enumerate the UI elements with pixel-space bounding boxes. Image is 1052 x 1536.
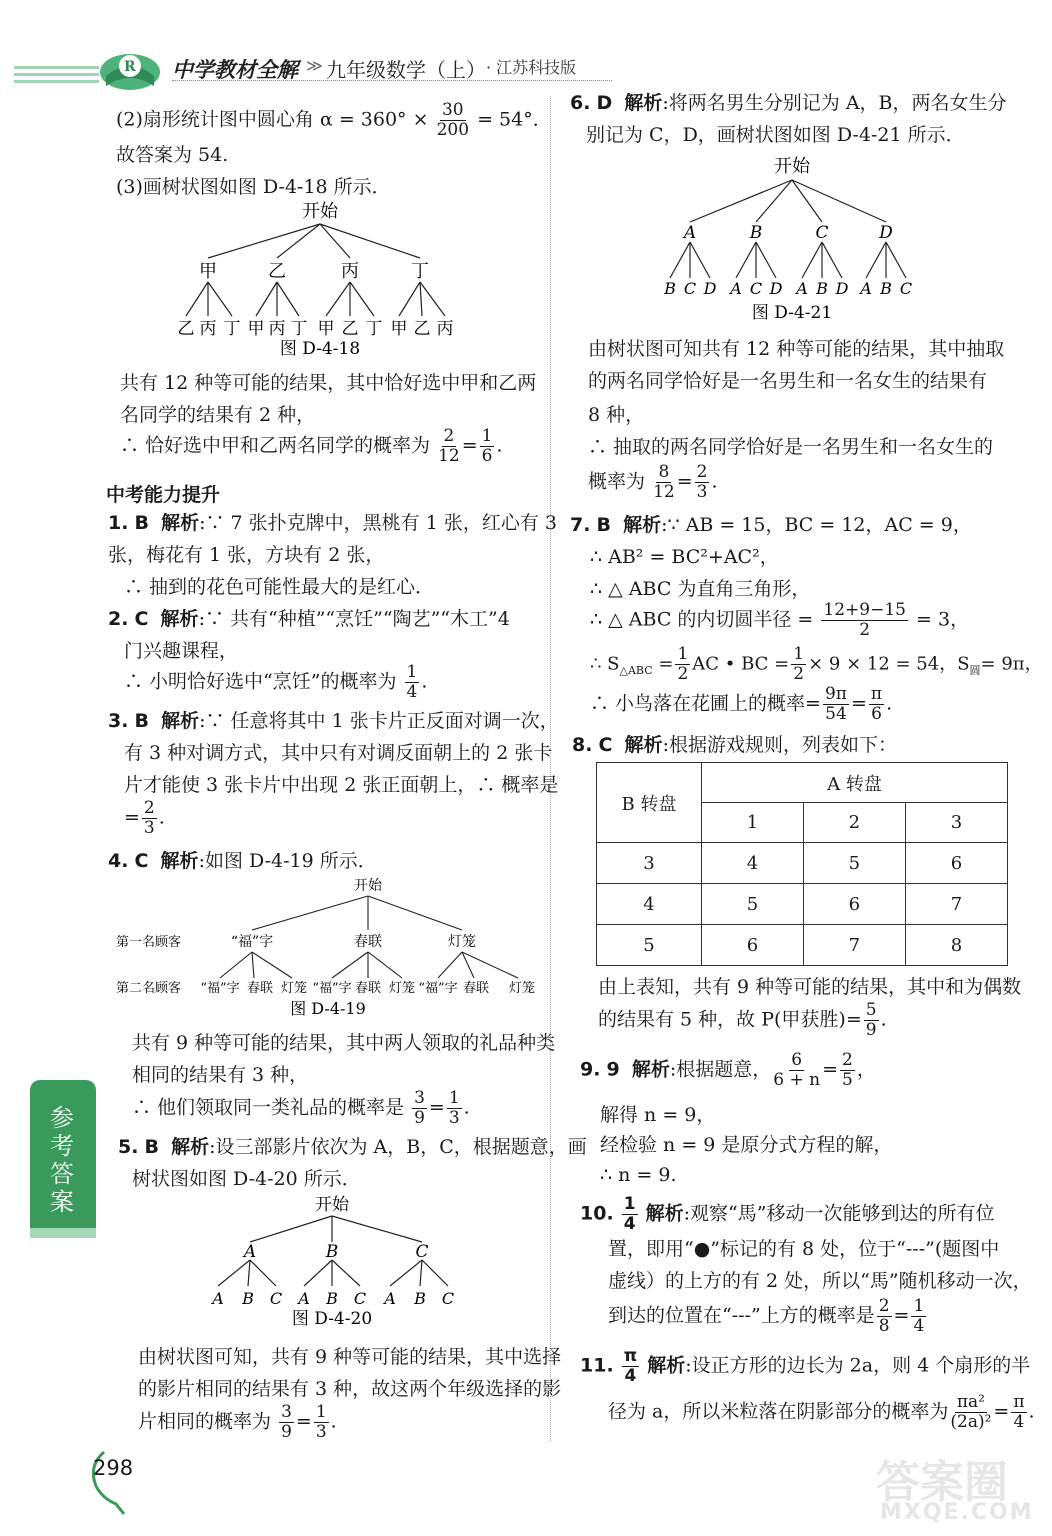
- problem-9-line4: ∴ n = 9.: [600, 1164, 677, 1186]
- problem-6-fraction-1: $\frac{8}{12}$: [653, 462, 675, 502]
- tree19-node-1: “福”字: [230, 934, 274, 950]
- side-tab: [30, 1080, 96, 1230]
- table-b-value: 4: [597, 884, 702, 925]
- tree20-leaf: C: [353, 1289, 367, 1308]
- problem-1-line1: 1. B 解析:∵ 7 张扑克牌中，黑桃有 1 张，红心有 3: [108, 512, 557, 534]
- problem-5-line3: 由树状图可知，共有 9 种等可能的结果，其中选择: [138, 1346, 562, 1368]
- tree21-leaf: A: [796, 279, 808, 298]
- q3-text2: 名同学的结果有 2 种，: [120, 404, 316, 426]
- problem-6-line5: 8 种，: [588, 404, 645, 426]
- tree20-root: 开始: [315, 1195, 349, 1215]
- problem-9-line3: 经检验 n = 9 是原分式方程的解，: [600, 1134, 893, 1156]
- tree21-node-B: B: [749, 223, 763, 243]
- header-subtitle: 九年级数学（上）: [326, 58, 486, 82]
- problem-6-line1: 6. D 解析:将两名男生分别记为 A，B，两名女生分: [570, 92, 1007, 114]
- q2-fraction: $\frac{30}{200}$: [436, 100, 470, 140]
- problem-7-fraction-2: $\frac{\pi}{6}$: [870, 684, 883, 724]
- table-cell: 5: [803, 843, 905, 884]
- tree21-node-A: A: [683, 223, 697, 243]
- tree19-leaf: 灯笼: [388, 981, 416, 996]
- q2-suffix: = 54°．: [477, 108, 552, 131]
- tree19-leaf: “福”字: [200, 981, 240, 996]
- tree19-leaf: 春联: [354, 981, 382, 996]
- tree21-leaf: A: [730, 279, 742, 298]
- tree19-leaf: 灯笼: [508, 981, 536, 996]
- header-stripes: [14, 60, 104, 90]
- tree19-node-2: 春联: [354, 934, 382, 950]
- watermark-url: MXQE.COM: [880, 1500, 1034, 1525]
- tree21-node-D: D: [879, 223, 893, 243]
- tree21-leaf: B: [664, 279, 676, 298]
- table-a-value: 1: [702, 803, 804, 843]
- tree18-node-4: 丁: [411, 261, 429, 282]
- tree18-leaf: 乙: [413, 319, 431, 339]
- tree18-leaf: 乙: [177, 319, 195, 339]
- tree18-leaf: 甲: [390, 319, 408, 339]
- problem-9-fraction-1: $\frac{6}{6 + n}$: [773, 1050, 821, 1090]
- tree18-node-2: 乙: [268, 261, 286, 282]
- tree18-leaf: 丙: [436, 319, 454, 339]
- tree19-row1-label: 第一名顾客: [116, 935, 182, 950]
- tree21-node-C: C: [815, 223, 829, 243]
- problem-8-line3: 的结果有 5 种，故 P(甲获胜)= $\frac{5}{9}$ .: [598, 1000, 887, 1040]
- table-row: [597, 843, 1008, 884]
- problem-3-fraction: $\frac{2}{3}$: [143, 798, 155, 838]
- q3-text1: 共有 12 种等可能的结果，其中恰好选中甲和乙两: [120, 372, 537, 394]
- problem-3-line3: 片才能使 3 张卡片中出现 2 张正面朝上，∴ 概率是: [124, 774, 559, 796]
- table-cell: 8: [905, 925, 1007, 966]
- problem-10-fraction-2: $\frac{1}{4}$: [913, 1296, 925, 1336]
- tree21-caption: 图 D-4-21: [751, 303, 833, 323]
- tree18-leaf: 丁: [223, 319, 241, 339]
- table-row: [597, 925, 1008, 966]
- table-b-value: 5: [597, 925, 702, 966]
- tree21-leaf: D: [769, 279, 783, 298]
- problem-7-half-2: $\frac{1}{2}$: [793, 644, 805, 684]
- tree21-leaf: B: [816, 279, 828, 298]
- problem-11-line1: 11. $\frac{\pi}{4}$ 解析:设正方形的边长为 2a，则 4 个扇形的半: [580, 1346, 1031, 1386]
- problem-10-fraction-1: $\frac{2}{8}$: [878, 1296, 890, 1336]
- tree20-leaf: A: [298, 1289, 310, 1308]
- problem-10-line2: 置，即用“●”标记的有 8 处，位于“---”(题图中: [608, 1238, 1000, 1260]
- problem-7-line3: ∴ △ ABC 为直角三角形，: [590, 578, 811, 600]
- problem-5-fraction-1: $\frac{3}{9}$: [281, 1402, 292, 1442]
- problem-8-fraction: $\frac{5}{9}$: [865, 1000, 877, 1040]
- problem-2-line3: ∴ 小明恰好选中“烹饪”的概率为 $\frac{1}{4}$ .: [124, 662, 428, 702]
- table-a-value: 2: [803, 803, 905, 843]
- problem-7-half-1: $\frac{1}{2}$: [677, 644, 689, 684]
- problem-3-line1: 3. B 解析:∵ 任意将其中 1 张卡片正反面对调一次，: [108, 710, 559, 732]
- tree21-leaf: C: [899, 279, 913, 298]
- tree18-leaf: 丁: [290, 319, 308, 339]
- q3-fraction-2: $\frac{1}{6}$: [481, 426, 493, 466]
- tree20-caption: 图 D-4-20: [291, 1309, 373, 1329]
- problem-11-fraction-1: $\frac{\text{πa²}}{\text{(2a)²}}$: [950, 1392, 992, 1432]
- problem-1-line3: ∴ 抽到的花色可能性最大的是红心．: [124, 576, 435, 598]
- tree18-leaf: 甲: [317, 319, 335, 339]
- tree-diagram-d4-20: [200, 1192, 470, 1332]
- tree19-leaf: “福”字: [418, 981, 458, 996]
- tree19-node-3: 灯笼: [448, 934, 476, 950]
- problem-4-fraction-1: $\frac{3}{9}$: [414, 1088, 425, 1128]
- problem-11-answer: $\frac{\pi}{4}$: [623, 1346, 638, 1386]
- tree19-caption: 图 D-4-19: [290, 999, 366, 1018]
- problem-2-fraction: $\frac{1}{4}$: [406, 662, 418, 702]
- book-logo-icon: [96, 46, 166, 94]
- problem-4-line4: ∴ 他们领取同一类礼品的概率是 $\frac{3}{9}$ = $\frac{1}{3}$ .: [132, 1088, 470, 1128]
- section-title: 中考能力提升: [106, 484, 221, 506]
- tree-diagram-d4-21: [656, 152, 926, 324]
- svg-text:R: R: [124, 59, 136, 75]
- tree-diagram-d4-19: [112, 874, 552, 1022]
- side-tab-base: [30, 1228, 96, 1238]
- problem-11-fraction-2: $\frac{\pi}{4}$: [1013, 1392, 1025, 1432]
- problem-10-line1: 10. $\frac{1}{4}$ 解析:观察“馬”移动一次能够到达的所有位: [580, 1194, 995, 1234]
- table-cell: 6: [905, 843, 1007, 884]
- problem-7-line4: ∴ △ ABC 的内切圆半径 = $\frac{12+9-15}{2}$ = 3，: [590, 600, 970, 640]
- tree18-leaf: 甲: [247, 319, 265, 339]
- table-cell: 6: [803, 884, 905, 925]
- tree21-leaf: A: [860, 279, 872, 298]
- table-cell: 7: [803, 925, 905, 966]
- column-divider: [550, 96, 551, 1441]
- tree18-leaf: 乙: [341, 319, 359, 339]
- problem-7-fraction-1: $\frac{9\pi}{54}$: [824, 684, 847, 724]
- problem-7-radius-fraction: $\frac{12+9-15}{2}$: [823, 600, 906, 640]
- q2-answer: 故答案为 54.: [116, 144, 229, 166]
- page-number: 298: [93, 1456, 134, 1480]
- tree21-leaf: C: [749, 279, 763, 298]
- problem-6-fraction-2: $\frac{2}{3}$: [696, 462, 708, 502]
- problem-9-line2: 解得 n = 9，: [600, 1104, 716, 1126]
- header-rule: [172, 80, 612, 81]
- tree20-leaf: B: [242, 1289, 254, 1308]
- tree19-leaf: 春联: [462, 981, 490, 996]
- problem-7-line1: 7. B 解析:∵ AB = 15，BC = 12，AC = 9，: [570, 514, 972, 536]
- tree20-node-A: A: [243, 1242, 257, 1262]
- book-title: 中学教材全解: [172, 57, 298, 82]
- tree18-node-3: 丙: [341, 261, 359, 282]
- q3-fraction-1: $\frac{2}{12}$: [438, 426, 460, 466]
- problem-11-line2: 径为 a，所以米粒落在阴影部分的概率为 $\frac{\text{πa²}}{\text{(2a)²}}$ = $\frac{\pi}{4}$ .: [608, 1392, 1035, 1432]
- problem-9-line1: 9. 9 解析:根据题意， $\frac{6}{6 + n}$ = $\frac{2}{5}$ ，: [580, 1050, 876, 1090]
- problem-10-line4: 到达的位置在“---”上方的概率是 $\frac{2}{8}$ = $\frac{1}{4}$: [608, 1296, 925, 1336]
- tree19-leaf: 灯笼: [280, 981, 308, 996]
- q3-conclusion: ∴ 恰好选中甲和乙两名同学的概率为 $\frac{2}{12}$ = $\frac{1}{6}$ .: [120, 426, 503, 466]
- problem-6-line6: ∴ 抽取的两名同学恰好是一名男生和一名女生的: [588, 436, 994, 458]
- problem-8-line2: 由上表知，共有 9 种等可能的结果，其中和为偶数: [598, 976, 1022, 998]
- problem-5-fraction-2: $\frac{1}{3}$: [315, 1402, 327, 1442]
- problem-6-line7: 概率为 $\frac{8}{12}$ = $\frac{2}{3}$ .: [588, 462, 718, 502]
- problem-10-line3: 虚线）的上方的有 2 处，所以“馬”随机移动一次，: [608, 1270, 1032, 1292]
- problem-4-line2: 共有 9 种等可能的结果，其中两人领取的礼品种类: [132, 1032, 556, 1054]
- problem-5-line1: 5. B 解析:设三部影片依次为 A，B，C，根据题意，画: [118, 1136, 587, 1158]
- game-result-table: [596, 762, 1008, 966]
- tree21-leaf: D: [703, 279, 717, 298]
- header-separator: ≫: [306, 56, 323, 75]
- tree21-leaf: C: [683, 279, 697, 298]
- tree20-leaf: B: [414, 1289, 426, 1308]
- tree19-leaf: “福”字: [312, 981, 352, 996]
- problem-8-line1: 8. C 解析:根据游戏规则，列表如下：: [572, 734, 897, 756]
- problem-2-line1: 2. C 解析:∵ 共有“种植”“烹饪”“陶艺”“木工”4: [108, 608, 510, 630]
- problem-6-line4: 的两名同学恰好是一名男生和一名女生的结果有: [588, 370, 988, 392]
- problem-3-line4: = $\frac{2}{3}$ .: [124, 798, 165, 838]
- problem-10-answer: $\frac{1}{4}$: [623, 1194, 636, 1234]
- tree18-leaf: 丁: [365, 319, 383, 339]
- tree20-leaf: B: [326, 1289, 338, 1308]
- table-row: [597, 884, 1008, 925]
- q3-intro: (3)画树状图如图 D-4-18 所示．: [116, 176, 391, 198]
- tree18-leaf: 丙: [268, 319, 286, 339]
- q3-conclusion-text: ∴ 恰好选中甲和乙两名同学的概率为: [120, 434, 431, 457]
- problem-6-line2: 别记为 C，D，画树状图如图 D-4-21 所示．: [586, 124, 965, 146]
- tree19-root: 开始: [354, 878, 382, 894]
- problem-1-line2: 张，梅花有 1 张，方块有 2 张，: [108, 544, 385, 566]
- q2-line: [116, 102, 552, 139]
- table-corner: B 转盘: [597, 763, 702, 843]
- tree-diagram-d4-18: [170, 198, 470, 358]
- tree20-leaf: A: [212, 1289, 224, 1308]
- problem-4-line1: 4. C 解析:如图 D-4-19 所示．: [108, 850, 377, 872]
- tree18-caption: 图 D-4-18: [279, 339, 361, 358]
- tree18-node-1: 甲: [199, 261, 217, 282]
- problem-9-fraction-2: $\frac{2}{5}$: [842, 1050, 853, 1090]
- table-a-value: 3: [905, 803, 1007, 843]
- tree21-root: 开始: [774, 156, 810, 177]
- problem-4-line3: 相同的结果有 3 种，: [132, 1064, 309, 1086]
- q2-text: (2)扇形统计图中圆心角 α = 360° ×: [116, 108, 429, 131]
- problem-5-line2: 树状图如图 D-4-20 所示．: [132, 1168, 361, 1190]
- problem-5-line4: 的影片相同的结果有 3 种，故这两个年级选择的影: [138, 1378, 562, 1400]
- table-cell: 5: [702, 884, 804, 925]
- problem-6-line3: 由树状图可知共有 12 种等可能的结果，其中抽取: [588, 338, 1005, 360]
- watermark-logo: 答案圈: [876, 1457, 1008, 1508]
- table-cell: 6: [702, 925, 804, 966]
- tree20-node-B: B: [325, 1242, 339, 1262]
- problem-5-line5: 片相同的概率为 $\frac{3}{9}$ = $\frac{1}{3}$ .: [138, 1402, 337, 1442]
- tree18-leaf: 丙: [199, 319, 217, 339]
- tree20-leaf: A: [384, 1289, 396, 1308]
- problem-7-line5: ∴ $S_{\triangle ABC}$ = $\frac{1}{2}$ AC • BC = $\frac{1}{2}$ × 9 × 12 = 54，$S_圆= 9\pi$，: [590, 644, 1043, 684]
- tree18-root: 开始: [302, 201, 338, 222]
- tree21-leaf: B: [880, 279, 892, 298]
- problem-4-fraction-2: $\frac{1}{3}$: [448, 1088, 460, 1128]
- side-tab-label: 参考答案: [50, 1104, 74, 1216]
- table-group-header: A 转盘: [702, 763, 1008, 803]
- tree21-leaf: D: [835, 279, 849, 298]
- problem-7-line6: ∴ 小鸟落在花圃上的概率= $\frac{9\pi}{54}$ = $\frac{\pi}{6}$ .: [590, 684, 893, 724]
- problem-7-line2: ∴ AB² = BC²+AC²，: [590, 546, 779, 568]
- table-cell: 4: [702, 843, 804, 884]
- tree19-row2-label: 第二名顾客: [116, 981, 182, 996]
- tree20-node-C: C: [415, 1242, 429, 1262]
- problem-2-line2: 门兴趣课程，: [124, 640, 239, 662]
- header-edition: · 江苏科技版: [486, 58, 577, 77]
- tree19-leaf: 春联: [246, 981, 274, 996]
- problem-3-line2: 有 3 种对调方式，其中只有对调反面朝上的 2 张卡: [124, 742, 553, 764]
- table-b-value: 3: [597, 843, 702, 884]
- tree20-leaf: C: [269, 1289, 283, 1308]
- tree20-leaf: C: [441, 1289, 455, 1308]
- table-cell: 7: [905, 884, 1007, 925]
